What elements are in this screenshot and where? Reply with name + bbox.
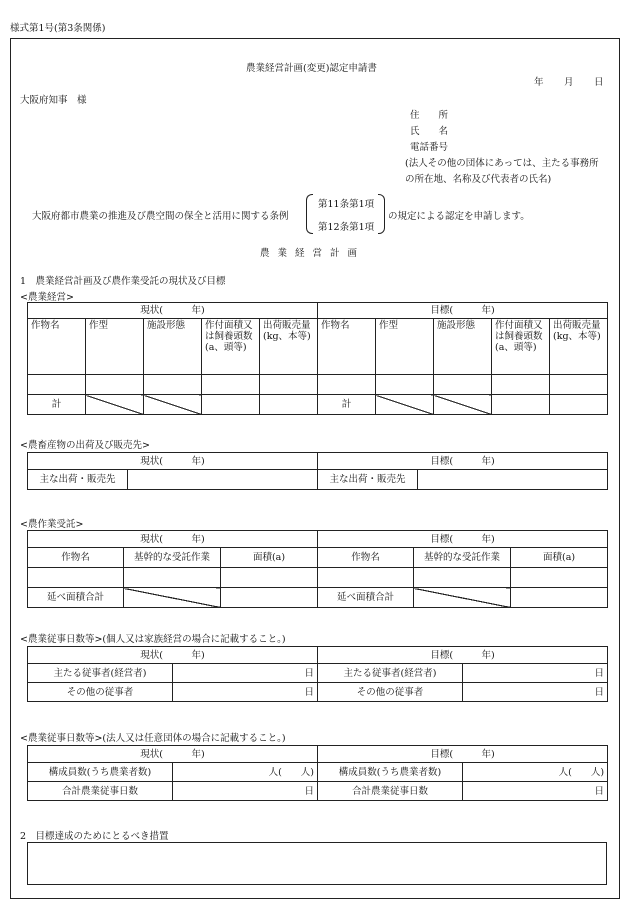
diagonal-cell <box>376 395 434 415</box>
diagonal-cell <box>86 395 144 415</box>
farm-total-cell[interactable] <box>492 395 550 415</box>
addressee: 大阪府知事 様 <box>20 95 87 106</box>
farm-col-crop: 作物名 <box>318 319 376 375</box>
contract-col-work: 基幹的な受託作業 <box>414 548 511 568</box>
farm-heading: <農業経営> <box>20 292 74 303</box>
diagonal-cell <box>414 588 511 608</box>
farm-total-label: 計 <box>318 395 376 415</box>
contract-col-work: 基幹的な受託作業 <box>124 548 221 568</box>
shipping-table <box>27 452 608 490</box>
plan-title: 農業経営計画 <box>260 248 366 259</box>
shipping-current-header: 現状( 年) <box>28 453 318 470</box>
farm-cell[interactable] <box>318 375 376 395</box>
applicant-note-1: (法人その他の団体にあっては、主たる事務所 <box>405 158 599 169</box>
farm-col-shipment: 出荷販売量(kg、本等) <box>550 319 608 375</box>
farm-col-area: 作付面積又は飼養頭数(a、頭等) <box>492 319 550 375</box>
farm-cell[interactable] <box>260 375 318 395</box>
contract-col-area: 面積(a) <box>221 548 318 568</box>
farm-col-facility: 施設形態 <box>144 319 202 375</box>
contract-cell[interactable] <box>221 568 318 588</box>
workdays-corp-target-header: 目標( 年) <box>318 746 608 763</box>
right-brace <box>378 194 385 234</box>
applicant-phone-label: 電話番号 <box>410 142 449 153</box>
contract-current-header: 現状( 年) <box>28 531 318 548</box>
shipping-cell[interactable] <box>418 470 608 490</box>
days-cell[interactable]: 日 <box>463 782 608 801</box>
date-year: 年 <box>534 77 544 88</box>
farm-cell[interactable] <box>144 375 202 395</box>
measures-textbox[interactable] <box>27 842 607 885</box>
workdays-corp-heading: <農業従事日数等>(法人又は任意団体の場合に記載すること。) <box>20 733 286 744</box>
farm-col-facility: 施設形態 <box>434 319 492 375</box>
farm-col-crop: 作物名 <box>28 319 86 375</box>
section-2-heading: 2 目標達成のためにとるべき措置 <box>20 831 169 842</box>
contract-cell[interactable] <box>414 568 511 588</box>
contract-cell[interactable] <box>511 568 608 588</box>
farm-total-cell[interactable] <box>260 395 318 415</box>
contract-total-label: 延べ面積合計 <box>318 588 414 608</box>
form-number: 様式第1号(第3条関係) <box>10 23 106 34</box>
workdays-family-target-header: 目標( 年) <box>318 647 608 664</box>
form-title: 農業経営計画(変更)認定申請書 <box>246 63 377 74</box>
days-cell[interactable]: 日 <box>463 664 608 683</box>
workdays-corp-table <box>27 745 608 801</box>
shipping-label: 主な出荷・販売先 <box>28 470 128 490</box>
applicant-name-label: 氏 名 <box>410 126 449 137</box>
applicant-note-2: の所在地、名称及び代表者の氏名) <box>405 174 552 185</box>
farm-table <box>27 302 608 415</box>
farm-col-type: 作型 <box>86 319 144 375</box>
section-1-heading: 1 農業経営計画及び農作業受託の現状及び目標 <box>20 276 226 287</box>
farm-col-area: 作付面積又は飼養頭数(a、頭等) <box>202 319 260 375</box>
ordinance-prefix: 大阪府都市農業の推進及び農空間の保全と活用に関する条例 <box>32 211 289 222</box>
members-cell[interactable]: 人( 人) <box>173 763 318 782</box>
other-worker-label: その他の従事者 <box>318 683 463 702</box>
farm-cell[interactable] <box>492 375 550 395</box>
contract-col-crop: 作物名 <box>318 548 414 568</box>
diagonal-cell <box>144 395 202 415</box>
days-cell[interactable]: 日 <box>173 664 318 683</box>
date-day: 日 <box>594 77 604 88</box>
diagonal-cell <box>124 588 221 608</box>
farm-total-cell[interactable] <box>550 395 608 415</box>
farm-cell[interactable] <box>28 375 86 395</box>
contract-cell[interactable] <box>124 568 221 588</box>
farm-cell[interactable] <box>376 375 434 395</box>
farm-cell[interactable] <box>202 375 260 395</box>
days-cell[interactable]: 日 <box>463 683 608 702</box>
ordinance-suffix: の規定による認定を申請します。 <box>388 211 530 222</box>
applicant-address-label: 住 所 <box>410 110 449 121</box>
shipping-cell[interactable] <box>128 470 318 490</box>
workdays-family-current-header: 現状( 年) <box>28 647 318 664</box>
farm-col-type: 作型 <box>376 319 434 375</box>
date-month: 月 <box>564 77 574 88</box>
members-label: 構成員数(うち農業者数) <box>318 763 463 782</box>
main-worker-label: 主たる従事者(経営者) <box>28 664 173 683</box>
contract-col-area: 面積(a) <box>511 548 608 568</box>
contract-table <box>27 530 608 608</box>
days-cell[interactable]: 日 <box>173 782 318 801</box>
days-cell[interactable]: 日 <box>173 683 318 702</box>
farm-cell[interactable] <box>86 375 144 395</box>
ordinance-option-2: 第12条第1項 <box>318 222 375 233</box>
workdays-family-heading: <農業従事日数等>(個人又は家族経営の場合に記載すること。) <box>20 634 286 645</box>
farm-total-cell[interactable] <box>202 395 260 415</box>
total-days-label: 合計農業従事日数 <box>28 782 173 801</box>
farm-target-header: 目標( 年) <box>318 303 608 319</box>
workdays-corp-current-header: 現状( 年) <box>28 746 318 763</box>
members-label: 構成員数(うち農業者数) <box>28 763 173 782</box>
shipping-label: 主な出荷・販売先 <box>318 470 418 490</box>
contract-total-label: 延べ面積合計 <box>28 588 124 608</box>
farm-current-header: 現状( 年) <box>28 303 318 319</box>
diagonal-cell <box>434 395 492 415</box>
contract-col-crop: 作物名 <box>28 548 124 568</box>
farm-cell[interactable] <box>434 375 492 395</box>
shipping-heading: <農畜産物の出荷及び販売先> <box>20 440 150 451</box>
contract-cell[interactable] <box>28 568 124 588</box>
farm-total-label: 計 <box>28 395 86 415</box>
contract-total-cell[interactable] <box>221 588 318 608</box>
total-days-label: 合計農業従事日数 <box>318 782 463 801</box>
ordinance-option-1: 第11条第1項 <box>318 199 375 210</box>
contract-heading: <農作業受託> <box>20 519 84 530</box>
left-brace <box>306 194 313 234</box>
contract-cell[interactable] <box>318 568 414 588</box>
farm-col-shipment: 出荷販売量(kg、本等) <box>260 319 318 375</box>
shipping-target-header: 目標( 年) <box>318 453 608 470</box>
contract-total-cell[interactable] <box>511 588 608 608</box>
contract-target-header: 目標( 年) <box>318 531 608 548</box>
other-worker-label: その他の従事者 <box>28 683 173 702</box>
farm-cell[interactable] <box>550 375 608 395</box>
workdays-family-table <box>27 646 608 702</box>
main-worker-label: 主たる従事者(経営者) <box>318 664 463 683</box>
members-cell[interactable]: 人( 人) <box>463 763 608 782</box>
